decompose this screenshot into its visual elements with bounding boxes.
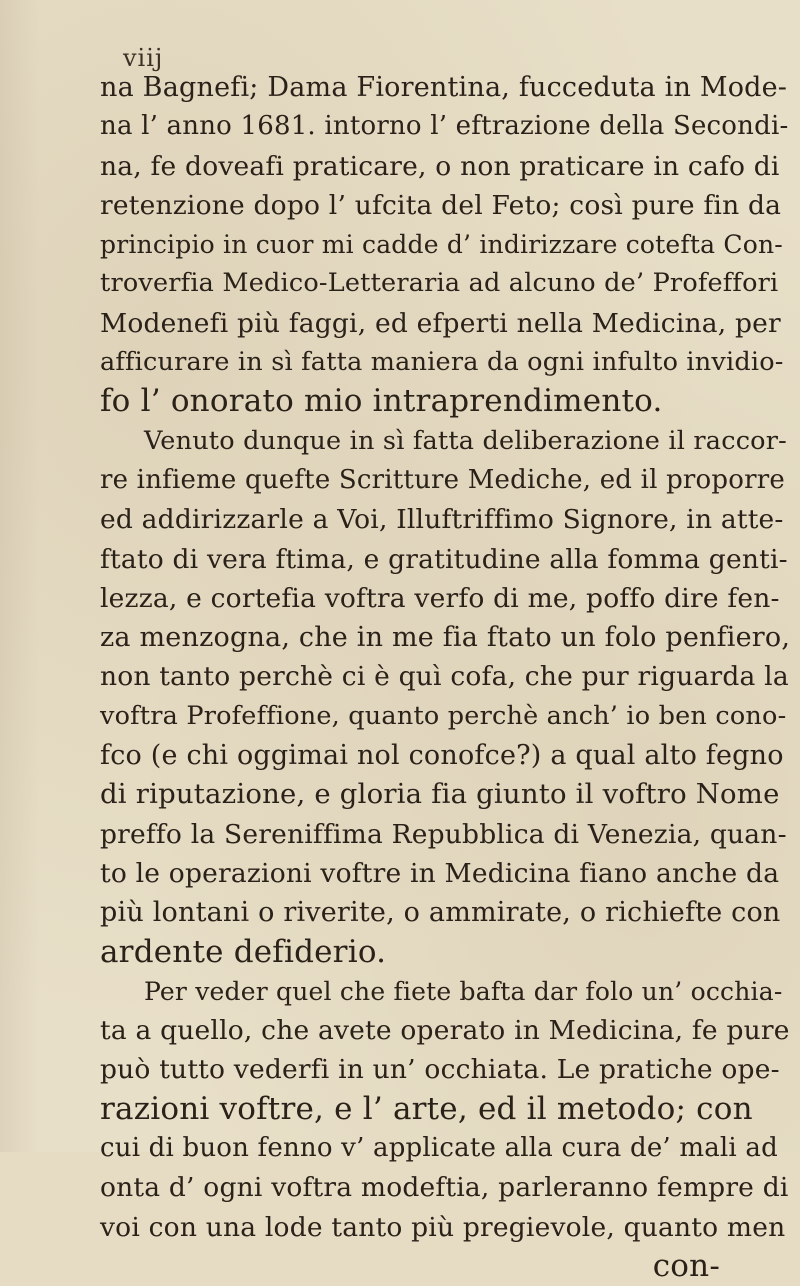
text-line: re infieme quefte Scritture Mediche, ed il proporre [100, 464, 785, 495]
text-line: di riputazione, e gloria fia giunto il voftro Nome [100, 778, 780, 811]
text-line: voi con una lode tanto più pregievole, quanto men [100, 1211, 786, 1243]
text-line: preffo la Sereniffima Repubblica di Venezia, quan- [100, 818, 787, 850]
text-line: ardente defiderio. [100, 933, 387, 970]
text-line: più lontani o riverite, o ammirate, o richiefte con [100, 897, 781, 929]
text-line: non tanto perchè ci è quì cofa, che pur riguarda la [100, 661, 789, 693]
text-line: to le operazioni voftre in Medicina fiano anche da [100, 857, 780, 889]
text-line: può tutto vederfi in un’ occhiata. Le pratiche ope- [100, 1054, 780, 1086]
text-line: ta a quello, che avete operato in Medicina, fe pure [100, 1015, 790, 1047]
text-line: principio in cuor mi cadde d’ indirizzare cotefta Con- [100, 230, 783, 260]
text-line: afficurare in sì fatta maniera da ogni infulto invidio- [100, 347, 784, 378]
text-line: za menzogna, che in me fia ftato un folo penfiero, [100, 622, 791, 654]
text-line: lezza, e cortefia voftra verfo di me, poffo dire fen- [100, 582, 780, 614]
text-line: razioni voftre, e l’ arte, ed il metodo; con [100, 1090, 753, 1127]
paragraph-start-line: Per veder quel che fiete bafta dar folo un’ occhia- [144, 976, 783, 1006]
text-line: retenzione dopo l’ ufcita del Feto; così pure fin da [100, 189, 782, 221]
text-line: na l’ anno 1681. intorno l’ eftrazione della Secondi- [100, 111, 789, 142]
catchword: con- [652, 1247, 720, 1284]
text-line: fco (e chi oggimai nol conofce?) a qual alto fegno [100, 740, 784, 772]
text-line: na, fe doveafi praticare, o non praticare in cafo di [100, 150, 780, 182]
paragraph-start-line: Venuto dunque in sì fatta deliberazione il raccor- [144, 425, 787, 456]
body-text [100, 68, 790, 1286]
text-line: Modenefi più faggi, ed efperti nella Medicina, per [100, 307, 781, 339]
text-line: ftato di vera ftima, e gratitudine alla fomma genti- [100, 543, 788, 575]
text-line: na Bagnefi; Dama Fiorentina, fucceduta in Mode- [100, 72, 788, 103]
text-line: voftra Profeffione, quanto perchè anch’ io ben cono- [100, 700, 787, 731]
text-line: ed addirizzarle a Voi, Illuftriffimo Signore, in atte- [100, 504, 784, 536]
text-line: onta d’ ogni voftra modeftia, parleranno fempre di [100, 1172, 789, 1204]
text-line: cui di buon fenno v’ applicate alla cura de’ mali ad [100, 1133, 778, 1164]
text-line: troverfia Medico-Letteraria ad alcuno de’ Profeffori [100, 268, 779, 299]
page-number: viij [123, 44, 164, 72]
text-line: fo l’ onorato mio intraprendimento. [100, 383, 663, 420]
